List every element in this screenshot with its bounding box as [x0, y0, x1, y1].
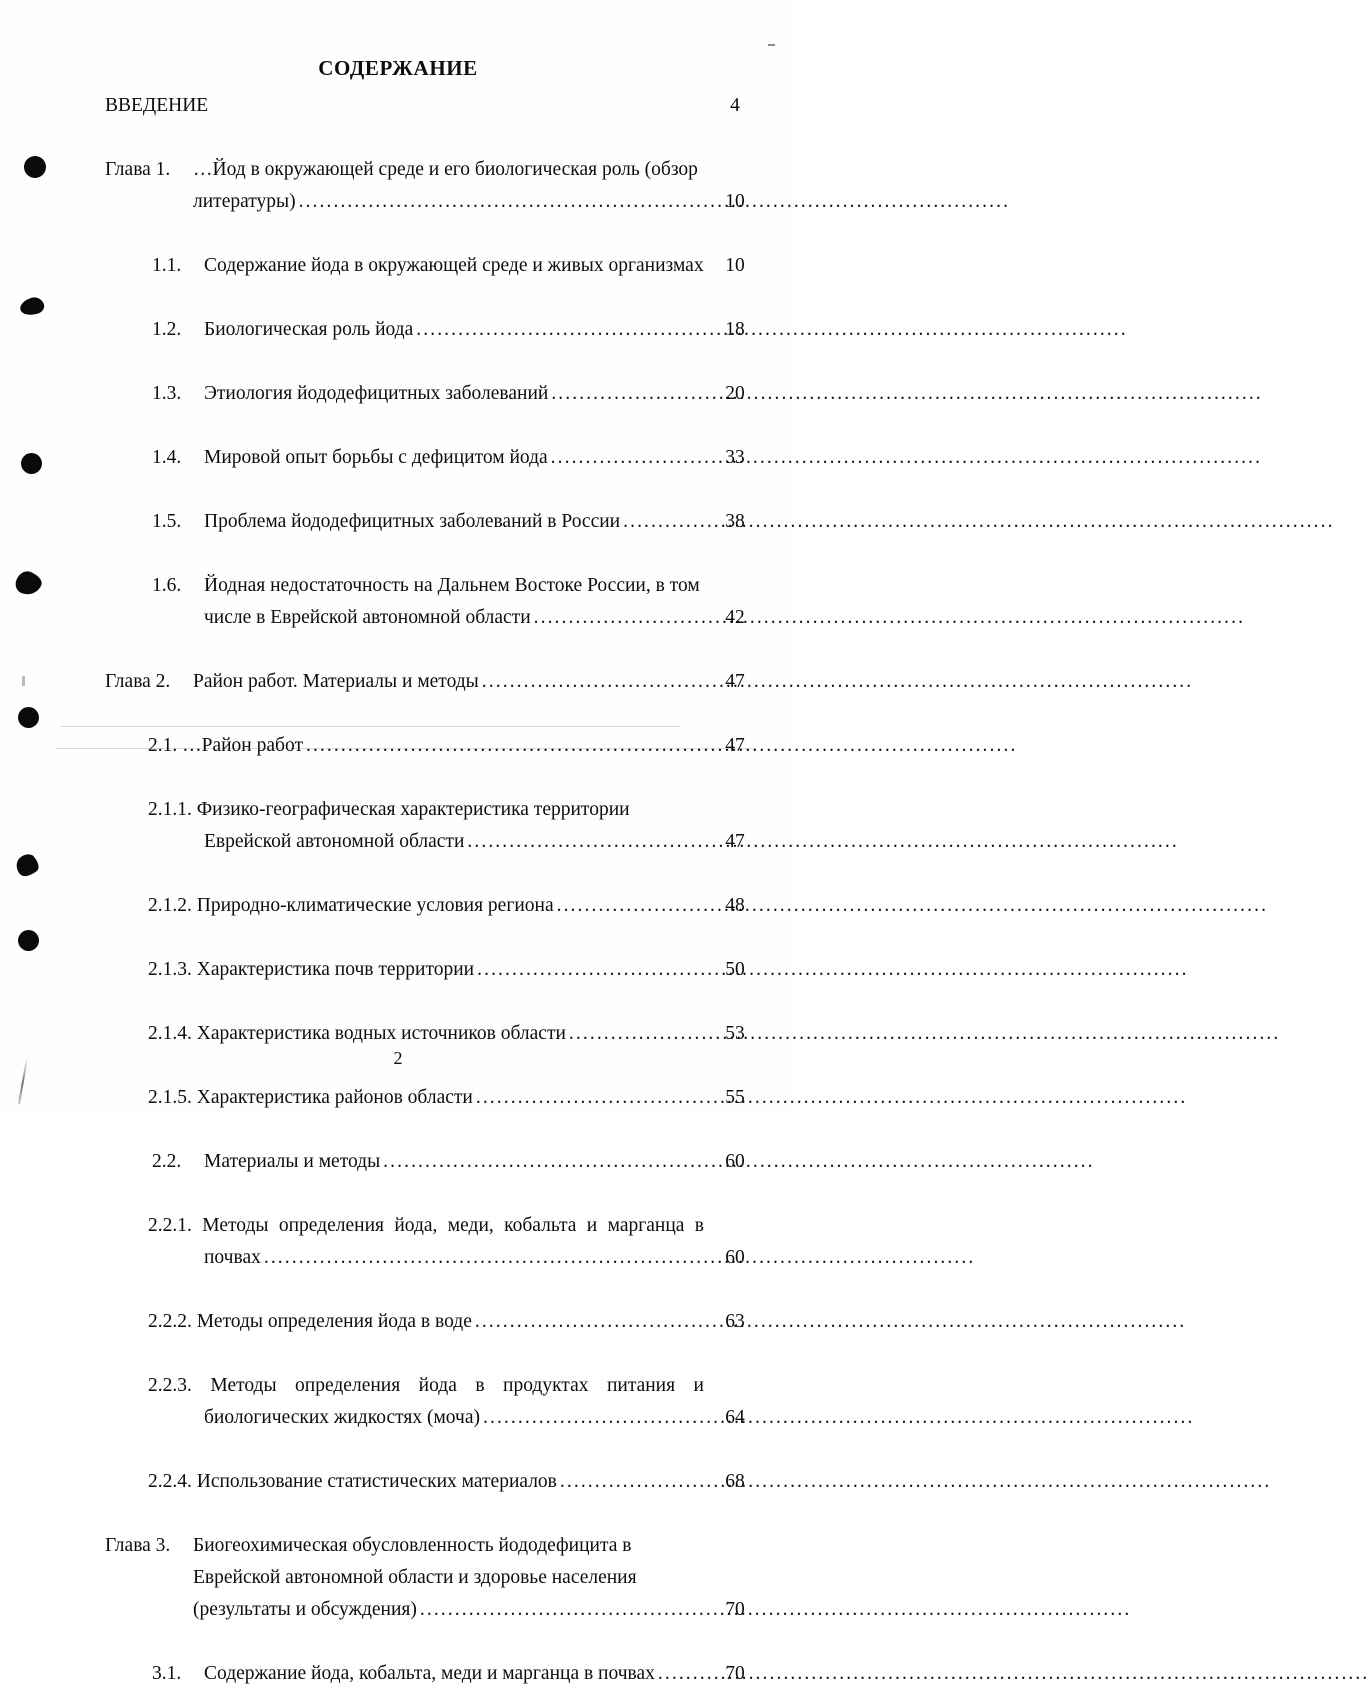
toc-entry-number: 1.3. [152, 383, 182, 404]
toc-entry-text: Мировой опыт борьбы с дефицитом йода [204, 447, 548, 468]
toc-entry-page-number: 50 [725, 959, 745, 980]
toc-entry-number: 1.2. [152, 319, 182, 340]
toc-entry-text: 2.1.5. Характеристика районов области [148, 1087, 473, 1108]
toc-entry-number: 3.1. [152, 1663, 182, 1684]
toc-entry-text: Еврейской автономной области и здоровье населения [193, 1567, 637, 1588]
toc-entry-line [0, 90, 796, 122]
toc-entry-line [0, 954, 796, 986]
toc-entry-text: Биологическая роль йода [204, 319, 414, 340]
toc-entry-page-number: 38 [725, 511, 745, 532]
toc-entry-page-number: 18 [725, 319, 745, 340]
toc-entry-page-number: 10 [725, 255, 745, 276]
toc-entry[interactable] [0, 122, 796, 212]
toc-dot-leader [569, 1018, 1280, 1050]
toc-entry-line [0, 1594, 796, 1626]
toc-entry-line [0, 1306, 796, 1338]
toc-entry-page-number: 53 [725, 1023, 745, 1044]
toc-entry-text: Район работ. Материалы и методы [193, 671, 479, 692]
toc-dot-leader [560, 1466, 1271, 1498]
toc-entry[interactable] [0, 90, 796, 122]
toc-entry-text: 2.2.1. Методы определения йода, меди, кобальта и марганца в [148, 1215, 704, 1236]
toc-entry-text: Содержание йода в окружающей среде и живых организмах [204, 255, 704, 276]
toc-entry-text: Проблема йододефицитных заболеваний в России [204, 511, 621, 532]
toc-entry-page-number: 63 [725, 1311, 745, 1332]
toc-entry-page-number: 42 [725, 607, 745, 628]
toc-entry-line [0, 1530, 796, 1562]
toc-entry-text: 2.1.1. Физико-географическая характеристика территории [148, 799, 630, 820]
toc-entry-text: (результаты и обсуждения) [193, 1599, 417, 1620]
toc-entry-line [0, 1146, 796, 1178]
toc-entry-page-number: 70 [725, 1663, 745, 1684]
toc-entry-text: 2.1.2. Природно-климатические условия региона [148, 895, 554, 916]
toc-entry-page-number: 47 [725, 735, 745, 756]
page-number-folio: 2 [393, 1048, 403, 1068]
toc-entry-number: 2.2. [152, 1151, 182, 1172]
toc-entry-number: 1.1. [152, 255, 182, 276]
toc-entry-text: 2.1.3. Характеристика почв территории [148, 959, 475, 980]
toc-entry-line [0, 826, 796, 858]
toc-entry-page-number: 60 [725, 1247, 745, 1268]
toc-entry-text: 2.2.2. Методы определения йода в воде [148, 1311, 472, 1332]
toc-entry-line [0, 890, 796, 922]
toc-dot-leader [475, 1306, 1186, 1338]
toc-entry-line [0, 1402, 796, 1434]
toc-entry-line [0, 1210, 796, 1242]
toc-entry-text: 2.1. …Район работ [148, 735, 303, 756]
toc-entry-text: Этиология йододефицитных заболеваний [204, 383, 549, 404]
toc-entry-page-number: 47 [725, 831, 745, 852]
toc-entry-line [0, 1082, 796, 1114]
toc-dot-leader [476, 1082, 1187, 1114]
toc-dot-leader [658, 1658, 1369, 1690]
toc-entry-number: Глава 2. [105, 671, 171, 692]
toc-entry-page-number: 33 [725, 447, 745, 468]
toc-entry-page-number: 48 [725, 895, 745, 916]
toc-entry-page-number: 64 [725, 1407, 745, 1428]
toc-entry-text: 2.2.4. Использование статистических материалов [148, 1471, 557, 1492]
toc-dot-leader [467, 826, 1178, 858]
toc-entry-page-number: 68 [725, 1471, 745, 1492]
toc-dot-leader [420, 1594, 1131, 1626]
table-of-contents [0, 90, 796, 1684]
toc-entry-number: Глава 1. [105, 159, 171, 180]
toc-entry-page-number: 47 [725, 671, 745, 692]
toc-entry-page-number: 60 [725, 1151, 745, 1172]
toc-entry-page-number: 20 [725, 383, 745, 404]
toc-entry-text: числе в Еврейской автономной области [204, 607, 531, 628]
toc-entry-line [0, 1562, 796, 1594]
toc-entry-line [0, 1466, 796, 1498]
toc-entry-text: почвах [204, 1247, 261, 1268]
toc-entry-line [0, 1370, 796, 1402]
toc-entry-text: Содержание йода, кобальта, меди и марганца в почвах [204, 1663, 655, 1684]
toc-dot-leader [557, 890, 1268, 922]
toc-entry-page-number: 70 [725, 1599, 745, 1620]
toc-entry-text: 2.2.3. Методы определения йода в продуктах питания и [148, 1375, 704, 1396]
toc-entry-text: Йодная недостаточность на Дальнем Востоке России, в том [204, 575, 700, 596]
toc-entry-line [0, 1242, 796, 1274]
toc-entry-text: Еврейской автономной области [204, 831, 465, 852]
toc-entry-number: 1.4. [152, 447, 182, 468]
toc-entry-text: биологических жидкостях (моча) [204, 1407, 480, 1428]
toc-entry-page-number: 55 [725, 1087, 745, 1108]
toc-entry-text: Материалы и методы [204, 1151, 381, 1172]
toc-entry-line [0, 1018, 796, 1050]
toc-dot-leader [477, 954, 1188, 986]
page-title: СОДЕРЖАНИЕ [318, 56, 478, 80]
toc-dot-leader [264, 1242, 975, 1274]
toc-entry-number: Глава 3. [105, 1535, 171, 1556]
toc-entry-text: Биогеохимическая обусловленность йододефицита в [193, 1535, 632, 1556]
scan-speck-top-right [768, 44, 775, 46]
toc-entry-text: …Йод в окружающей среде и его биологическая роль (обзор [193, 159, 698, 180]
toc-entry-text: литературы) [193, 191, 296, 212]
toc-entry-page-number: 10 [725, 191, 745, 212]
toc-entry-line [0, 1658, 796, 1690]
toc-entry-text: 2.1.4. Характеристика водных источников области [148, 1023, 566, 1044]
toc-entry-number: 1.5. [152, 511, 182, 532]
toc-entry-line [0, 794, 796, 826]
toc-dot-leader [483, 1402, 1194, 1434]
toc-entry-number: 1.6. [152, 575, 182, 596]
toc-entry-text: ВВЕДЕНИЕ [105, 95, 209, 116]
toc-entry-page-number: 4 [730, 95, 740, 116]
